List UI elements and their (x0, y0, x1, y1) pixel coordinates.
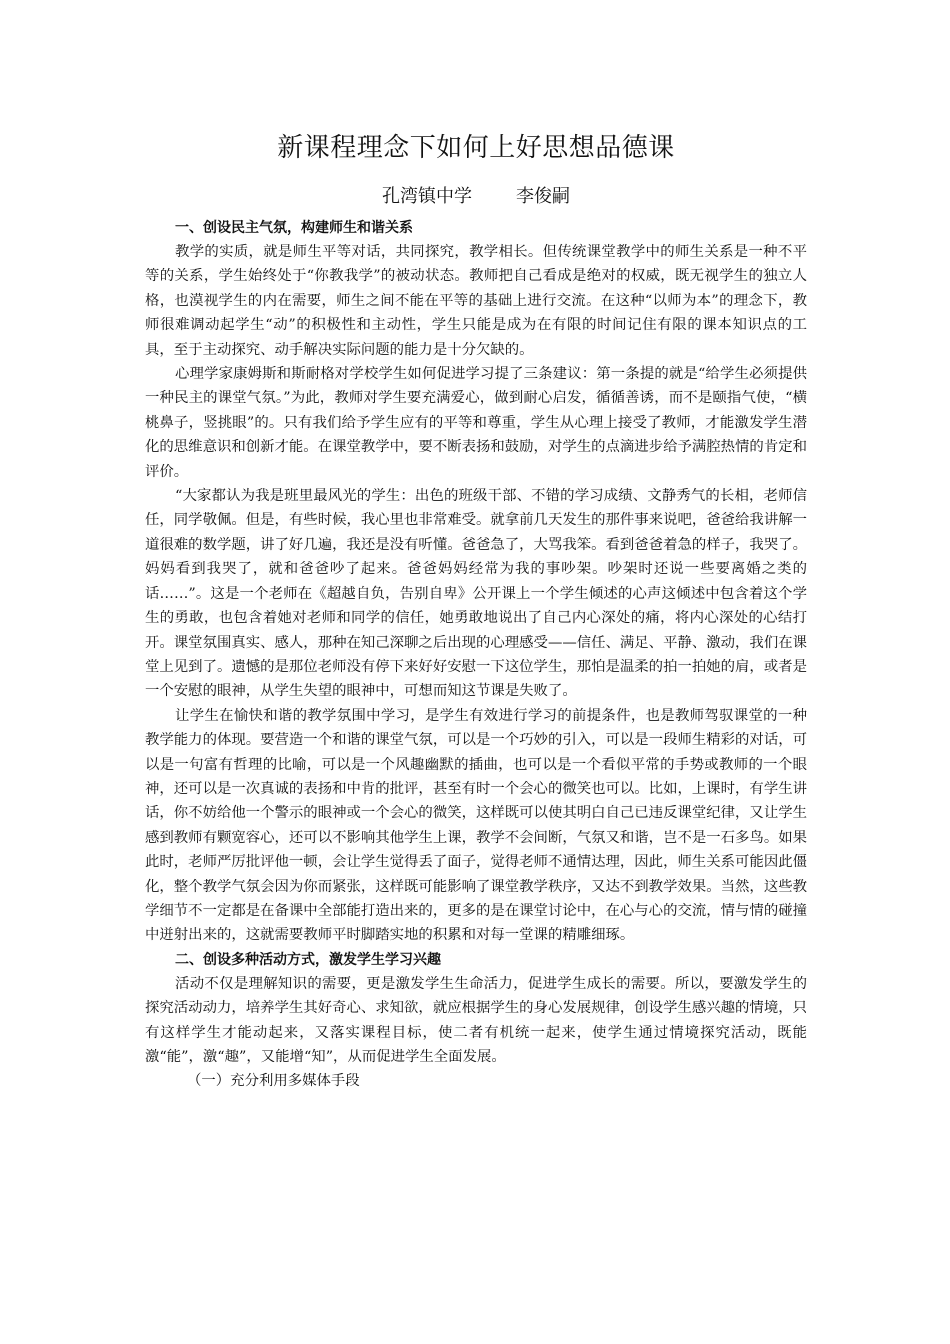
section-2-heading: 二、创设多种活动方式，激发学生学习兴趣 (175, 951, 441, 968)
section-1-paragraph: 教学的实质，就是师生平等对话，共同探究，教学相长。但传统课堂教学中的师生关系是一种不平等的关系，学生始终处于“你教我学”的被动状态。教师把自己看成是绝对的权威，既无视学生的独立人格，也漠视学生的内在需要，师生之间不能在平等的基础上进行交流。在这种“以师为本”的理念下，教师很难调动起学生“动”的积极性和主动性，学生只能是成为在有限的时间记住有限的课本知识点的工具，至于主动探究、动手解决实际问题的能力是十分欠缺的。 (145, 244, 807, 358)
section-1-heading: 一、创设民主气氛，构建师生和谐关系 (175, 220, 413, 236)
byline (145, 184, 807, 210)
subsection-heading: （一）充分利用多媒体手段 (187, 1073, 360, 1090)
section-1-paragraph: 心理学家康姆斯和斯耐格对学校学生如何促进学习提了三条建议：第一条提的就是“给学生必须提供一种民主的课堂气氛。”为此，教师对学生要充满爱心，做到耐心启发，循循善诱，而不是颐指气使，“横桃鼻子，竖挑眼”的。只有我们给予学生应有的平等和尊重，学生从心理上接受了教师，才能激发学生潜化的思维意识和创新才能。在课堂教学中，要不断表扬和鼓励，对学生的点滴进步给予满腔热情的肯定和评价。 (145, 366, 807, 480)
section-1-paragraph: 让学生在愉快和谐的教学氛围中学习，是学生有效进行学习的前提条件，也是教师驾驭课堂的一种教学能力的体现。要营造一个和谐的课堂气氛，可以是一个巧妙的引入，可以是一段师生精彩的对话，可以是一句富有哲理的比喻，可以是一个风趣幽默的插曲，也可以是一个看似平常的手势或教师的一个眼神，还可以是一次真诚的表扬和中肯的批评，甚至有时一个会心的微笑也可以。比如，上课时，有学生讲话，你不妨给他一个警示的眼神或一个会心的微笑，这样既可以使其明白自己已违反课堂纪律，又让学生感到教师有颗宽容心，还可以不影响其他学生上课，教学不会间断，气氛又和谐，岂不是一石多鸟。如果此时，老师严厉批评他一顿，会让学生觉得丢了面子，觉得老师不通情达理，因此，师生关系可能因此僵化，整个教学气氛会因为你而紧张，这样既可能影响了课堂教学秩序，又达不到教学效果。当然，这些教学细节不一定都是在备课中全部能打造出来的，更多的是在课堂讨论中，在心与心的交流，情与情的碰撞中迸射出来的，这就需要教师平时脚踏实地的积累和对每一堂课的精雕细琢。 (145, 707, 807, 944)
document-page (145, 128, 807, 1094)
section-2-paragraph: 活动不仅是理解知识的需要，更是激发学生生命活力，促进学生成长的需要。所以，要激发学生的探究活动动力，培养学生其好奇心、求知欲，就应根据学生的身心发展规律，创设学生感兴趣的情境，只有这样学生才能动起来，又落实课程目标，使二者有机统一起来，使学生通过情境探究活动，既能激“能”，激“趣”，又能增“知”，从而促进学生全面发展。 (145, 975, 807, 1065)
section-1-paragraph: “大家都认为我是班里最风光的学生：出色的班级干部、不错的学习成绩、文静秀气的长相，老师信任，同学敬佩。但是，有些时候，我心里也非常难受。就拿前几天发生的那件事来说吧，爸爸给我讲解一道很难的数学题，讲了好几遍，我还是没有听懂。爸爸急了，大骂我笨。看到爸爸着急的样子，我哭了。妈妈看到我哭了，就和爸爸吵了起来。爸爸妈妈经常为我的事吵架。吵架时还说一些要离婚之类的话……”。这是一个老师在《超越自负，告别自卑》公开课上一个学生倾述的心声这倾述中包含着这个学生的勇敢，也包含着她对老师和同学的信任，她勇敢地说出了自己内心深处的痛，将内心深处的心结打开。课堂氛围真实、感人，那种在知己深聊之后出现的心理感受——信任、满足、平静、激动，我们在课堂上见到了。遗憾的是那位老师没有停下来好好安慰一下这位学生，那怕是温柔的拍一拍她的肩，或者是一个安慰的眼神，从学生失望的眼神中，可想而知这节课是失败了。 (145, 488, 807, 700)
author-school: 孔湾镇中学 (382, 186, 472, 207)
author-name: 李俊嗣 (516, 186, 570, 207)
document-title: 新课程理念下如何上好思想品德课 (277, 133, 675, 163)
